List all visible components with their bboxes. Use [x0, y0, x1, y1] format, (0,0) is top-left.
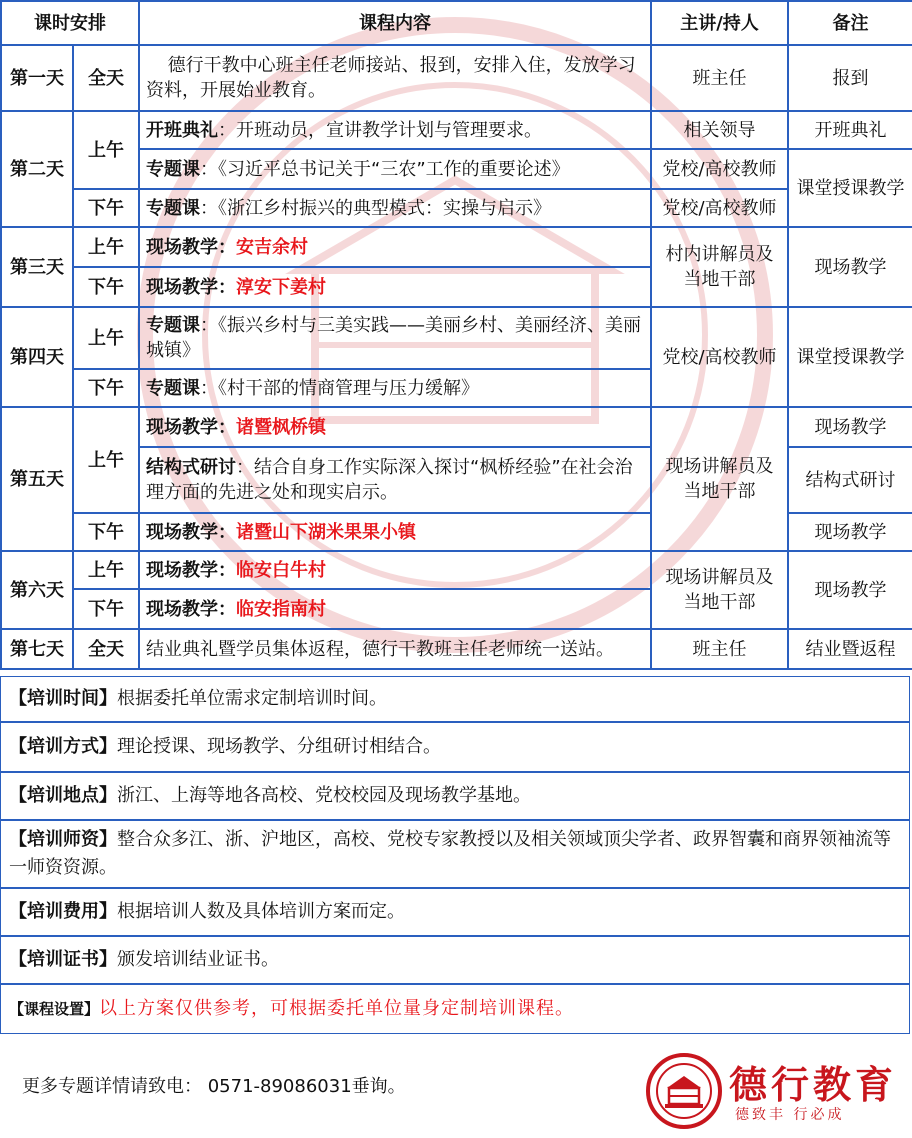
day-label: 第四天 [1, 307, 73, 407]
header-content: 课程内容 [139, 1, 651, 45]
info-value: 以上方案仅供参考，可根据委托单位量身定制培训课程。 [99, 998, 575, 1019]
info-value: 根据委托单位需求定制培训时间。 [117, 688, 387, 709]
speaker-cell: 现场讲解员及当地干部 [651, 407, 788, 551]
course-content: 专题课：《浙江乡村振兴的典型模式：实操与启示》 [139, 189, 651, 227]
time-label: 下午 [73, 189, 139, 227]
note-cell: 现场教学 [788, 551, 912, 629]
info-value: 浙江、上海等地各高校、党校校园及现场教学基地。 [117, 785, 531, 806]
course-content: 现场教学：临安白牛村 [139, 551, 651, 589]
info-value: 颁发培训结业证书。 [117, 949, 279, 970]
brand-seal-icon [645, 1052, 723, 1130]
speaker-cell: 现场讲解员及当地干部 [651, 551, 788, 629]
day-label: 第二天 [1, 111, 73, 227]
speaker-cell: 党校/高校教师 [651, 189, 788, 227]
speaker-cell: 党校/高校教师 [651, 149, 788, 189]
time-label: 上午 [73, 227, 139, 267]
brand-slogan: 德致丰 行必成 [735, 1107, 845, 1123]
info-training-method [0, 722, 910, 772]
brand-name: 德行教育 [729, 1062, 898, 1107]
note-cell: 现场教学 [788, 407, 912, 447]
time-label: 全天 [73, 629, 139, 669]
info-key: 【培训师资】 [9, 829, 117, 850]
course-content: 现场教学：诸暨枫桥镇 [139, 407, 651, 447]
info-key: 【培训地点】 [9, 785, 117, 806]
course-content: 现场教学：淳安下姜村 [139, 267, 651, 307]
info-training-fee [0, 888, 910, 936]
day-label: 第六天 [1, 551, 73, 629]
time-label: 上午 [73, 551, 139, 589]
time-label: 下午 [73, 513, 139, 551]
note-cell: 结构式研讨 [788, 447, 912, 513]
header-note: 备注 [788, 1, 912, 45]
info-key: 【培训方式】 [9, 736, 117, 757]
course-content: 现场教学：安吉余村 [139, 227, 651, 267]
speaker-cell: 班主任 [651, 629, 788, 669]
info-training-time [0, 676, 910, 722]
course-content: 专题课：《振兴乡村与三美实践——美丽乡村、美丽经济、美丽城镇》 [139, 307, 651, 369]
course-content: 结构式研讨：结合自身工作实际深入探讨“枫桥经验”在社会治理方面的先进之处和现实启示。 [139, 447, 651, 513]
course-content: 专题课：《村干部的情商管理与压力缓解》 [139, 369, 651, 407]
info-training-place [0, 772, 910, 820]
course-content: 结业典礼暨学员集体返程，德行干教班主任老师统一送站。 [139, 629, 651, 669]
course-content: 专题课：《习近平总书记关于“三农”工作的重要论述》 [139, 149, 651, 189]
brand-logo [645, 1052, 905, 1132]
info-value: 根据培训人数及具体培训方案而定。 [117, 901, 405, 922]
speaker-cell: 班主任 [651, 45, 788, 111]
header-schedule: 课时安排 [1, 1, 139, 45]
info-key: 【培训时间】 [9, 688, 117, 709]
course-content: 现场教学：诸暨山下湖米果果小镇 [139, 513, 651, 551]
time-label: 全天 [73, 45, 139, 111]
course-content: 现场教学：临安指南村 [139, 589, 651, 629]
header-speaker: 主讲/持人 [651, 1, 788, 45]
time-label: 下午 [73, 267, 139, 307]
day-label: 第七天 [1, 629, 73, 669]
note-cell: 报到 [788, 45, 912, 111]
note-cell: 现场教学 [788, 227, 912, 307]
note-cell: 课堂授课教学 [788, 307, 912, 407]
course-content: 德行干教中心班主任老师接站、报到，安排入住，发放学习资料，开展始业教育。 [139, 45, 651, 111]
day-label: 第一天 [1, 45, 73, 111]
info-course-setting [0, 984, 910, 1034]
note-cell: 现场教学 [788, 513, 912, 551]
footer [0, 1032, 912, 1138]
time-label: 上午 [73, 111, 139, 189]
info-key: 【课程设置】 [9, 1000, 100, 1018]
info-key: 【培训费用】 [9, 901, 117, 922]
time-label: 下午 [73, 369, 139, 407]
note-cell: 结业暨返程 [788, 629, 912, 669]
note-cell: 开班典礼 [788, 111, 912, 149]
info-training-certificate [0, 936, 910, 984]
time-label: 上午 [73, 407, 139, 513]
time-label: 上午 [73, 307, 139, 369]
info-value: 理论授课、现场教学、分组研讨相结合。 [117, 736, 441, 757]
info-key: 【培训证书】 [9, 949, 117, 970]
note-cell: 课堂授课教学 [788, 149, 912, 227]
speaker-cell: 相关领导 [651, 111, 788, 149]
info-value: 整合众多江、浙、沪地区，高校、党校专家教授以及相关领域顶尖学者、政界智囊和商界领袖流等一师资资源。 [9, 829, 891, 878]
day-label: 第三天 [1, 227, 73, 307]
speaker-cell: 村内讲解员及当地干部 [651, 227, 788, 307]
course-content: 开班典礼：开班动员，宣讲教学计划与管理要求。 [139, 111, 651, 149]
contact-phone: 更多专题详情请致电： 0571-89086031垂询。 [22, 1076, 406, 1097]
day-label: 第五天 [1, 407, 73, 551]
info-training-teachers [0, 820, 910, 888]
speaker-cell: 党校/高校教师 [651, 307, 788, 407]
time-label: 下午 [73, 589, 139, 629]
